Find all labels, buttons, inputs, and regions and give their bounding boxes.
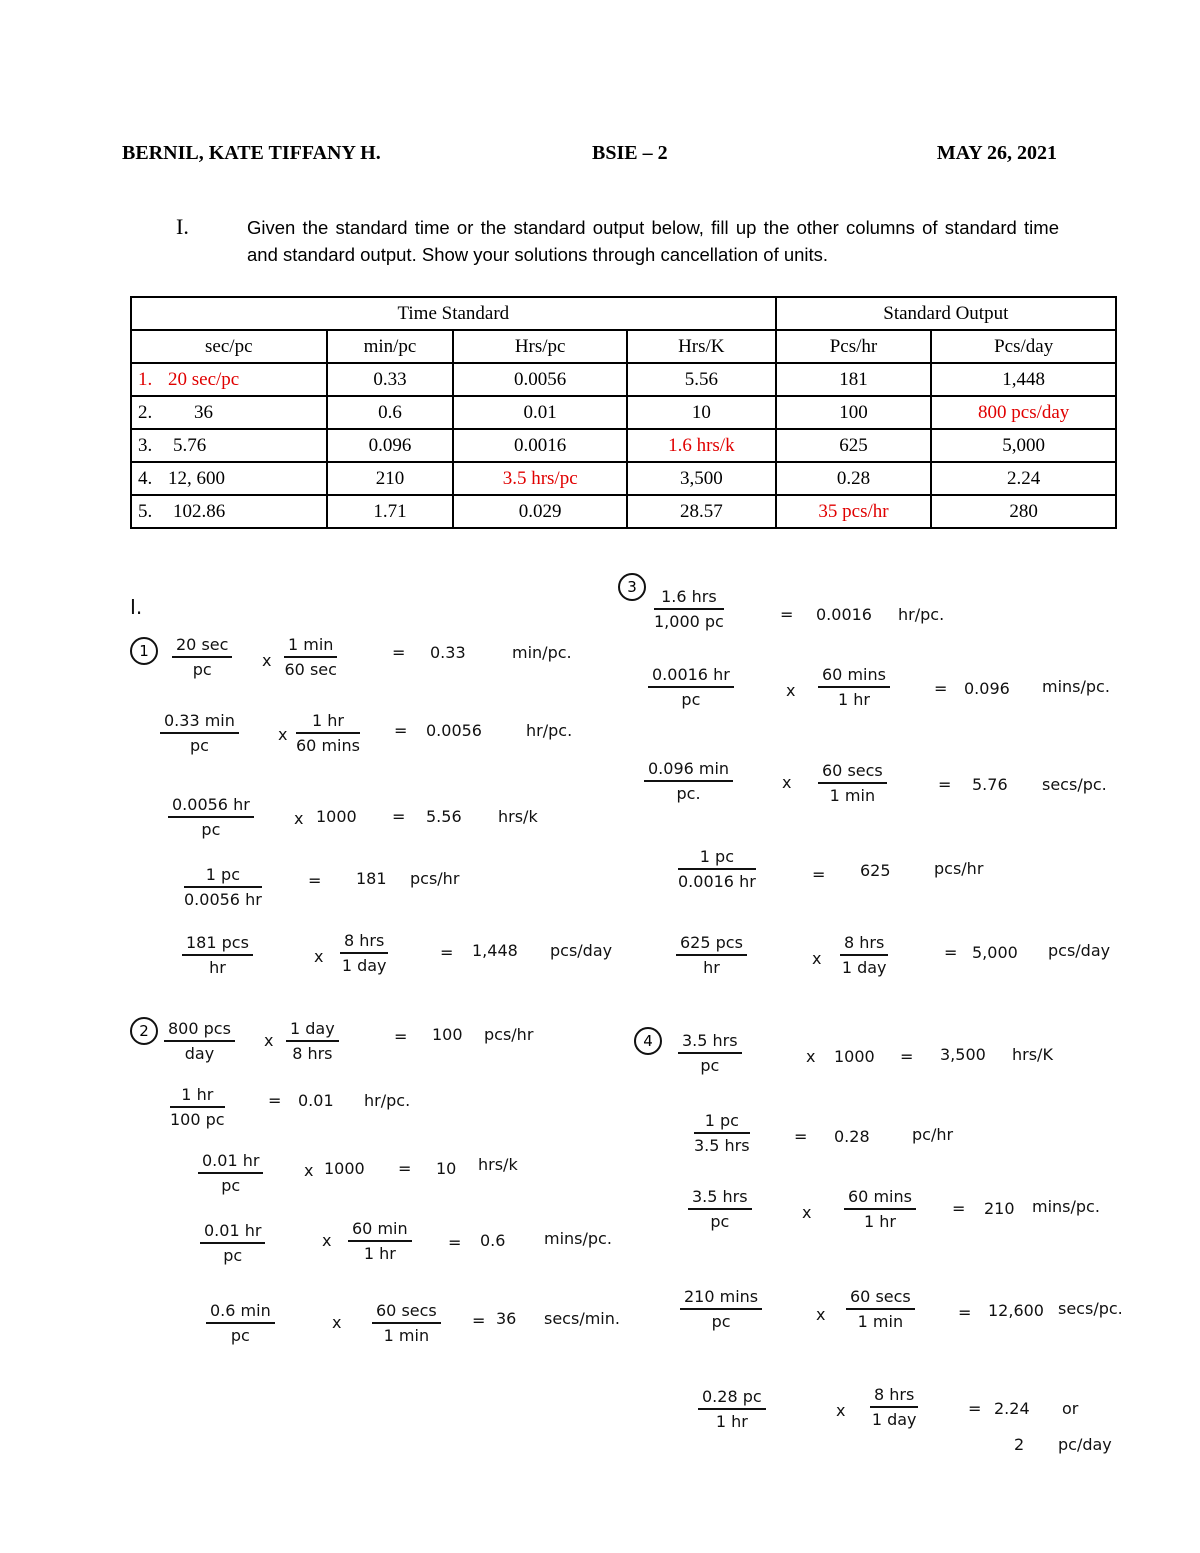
multiply-sign: x: [782, 773, 792, 792]
equals-sign: =: [958, 1303, 972, 1322]
numerator: 0.096 min: [644, 759, 733, 782]
table-cell: 0.01: [453, 396, 627, 429]
numerator: 1 min: [284, 635, 337, 658]
table-cell: 100: [776, 396, 932, 429]
numerator: 181 pcs: [182, 933, 253, 956]
column-header: Hrs/K: [627, 330, 776, 363]
table-cell: 1.71: [327, 495, 454, 528]
cell-value: 102.86: [173, 500, 226, 522]
multiply-sign: x: [314, 947, 324, 966]
result-value: 0.096: [964, 679, 1010, 698]
denominator: 1 hr: [363, 1244, 396, 1263]
result-unit: pcs/day: [1048, 941, 1111, 960]
result-unit: pcs/day: [550, 941, 613, 960]
cell-value: 20 sec/pc: [168, 368, 240, 390]
result-value: 0.0056: [426, 721, 482, 740]
multiply-sign: x: [278, 725, 288, 744]
numerator: 1 pc: [184, 865, 262, 888]
fraction: [182, 933, 253, 977]
factor-value: 1000: [316, 807, 357, 826]
result-unit: hrs/k: [498, 807, 538, 826]
multiply-sign: x: [802, 1203, 812, 1222]
numerator: 60 mins: [818, 665, 890, 688]
fraction: [678, 1031, 742, 1075]
denominator: 1 hr: [837, 690, 870, 709]
column-header: sec/pc: [131, 330, 327, 363]
numerator: 0.0016 hr: [648, 665, 734, 688]
equals-sign: =: [812, 865, 826, 884]
numerator: 60 mins: [844, 1187, 916, 1210]
result-value: 0.33: [430, 643, 466, 662]
equals-sign: =: [398, 1159, 412, 1178]
result-value: 1,448: [472, 941, 518, 960]
equals-sign: =: [392, 807, 406, 826]
section-number: I.: [176, 214, 189, 239]
table-cell: 181: [776, 363, 932, 396]
fraction: [844, 1187, 916, 1231]
result-value: 2.24: [994, 1399, 1030, 1418]
table-column-header-row: [131, 330, 1116, 363]
equals-sign: =: [308, 871, 322, 890]
numerator: 0.6 min: [206, 1301, 275, 1324]
fraction: [340, 931, 388, 975]
result-value: 5,000: [972, 943, 1018, 962]
cell-value: 36: [194, 401, 213, 423]
multiply-sign: x: [816, 1305, 826, 1324]
row-number: 1.: [138, 368, 153, 390]
fraction: [206, 1301, 275, 1345]
fraction: [170, 1085, 225, 1129]
student-name: BERNIL, KATE TIFFANY H.: [122, 142, 381, 164]
multiply-sign: x: [264, 1031, 274, 1050]
table-cell: 2.24: [931, 462, 1116, 495]
equals-sign: =: [394, 1027, 408, 1046]
result-unit: pc/day: [1058, 1435, 1112, 1454]
numerator: 1 day: [286, 1019, 339, 1042]
multiply-sign: x: [294, 809, 304, 828]
equals-sign: =: [448, 1233, 462, 1252]
course-label: BSIE – 2: [592, 142, 668, 164]
result-unit: mins/pc.: [1032, 1197, 1100, 1216]
handwritten-solutions: [118, 565, 1138, 1525]
problem-number-badge: 2: [130, 1017, 158, 1045]
numerator: 3.5 hrs: [688, 1187, 752, 1210]
numerator: 1 hr: [170, 1085, 225, 1108]
table-cell: [131, 396, 327, 429]
table-cell: 1,448: [931, 363, 1116, 396]
table-cell: 0.0056: [453, 363, 627, 396]
denominator: pc: [189, 736, 209, 755]
denominator: 60 sec: [284, 660, 337, 679]
fraction: [818, 761, 887, 805]
table-row: [131, 363, 1116, 396]
denominator: 1 day: [341, 956, 387, 975]
table-cell: [131, 429, 327, 462]
result-unit: hr/pc.: [526, 721, 573, 740]
result-unit: hr/pc.: [364, 1091, 411, 1110]
result-value: 0.0016: [816, 605, 872, 624]
result-value: 10: [436, 1159, 457, 1178]
numerator: 0.33 min: [160, 711, 239, 734]
problem-number-badge: 1: [130, 637, 158, 665]
equals-sign: =: [268, 1091, 282, 1110]
document-header: [122, 142, 1057, 172]
table-cell: 28.57: [627, 495, 776, 528]
table-cell: 0.096: [327, 429, 454, 462]
denominator: pc: [681, 690, 701, 709]
denominator: 3.5 hrs: [694, 1136, 750, 1155]
numerator: 3.5 hrs: [678, 1031, 742, 1054]
result-unit: min/pc.: [512, 643, 572, 662]
multiply-sign: x: [262, 651, 272, 670]
factor-value: 1000: [834, 1047, 875, 1066]
table-group-header-row: [131, 297, 1116, 330]
denominator: pc: [221, 1176, 241, 1195]
fraction: [676, 933, 747, 977]
numerator: 0.01 hr: [198, 1151, 263, 1174]
row-number: 2.: [138, 401, 153, 423]
denominator: 8 hrs: [292, 1044, 333, 1063]
denominator: 1 min: [829, 786, 876, 805]
result-value: 5.76: [972, 775, 1008, 794]
result-value: 0.28: [834, 1127, 870, 1146]
table-row: [131, 429, 1116, 462]
result-unit: mins/pc.: [1042, 677, 1110, 696]
fraction: [172, 635, 232, 679]
table-cell: 0.6: [327, 396, 454, 429]
fraction: [348, 1219, 412, 1263]
denominator: pc: [223, 1246, 243, 1265]
denominator: hr: [209, 958, 226, 977]
denominator: pc.: [676, 784, 701, 803]
fraction: [644, 759, 733, 803]
denominator: pc: [711, 1312, 731, 1331]
numerator: 0.0056 hr: [168, 795, 254, 818]
result-unit: pcs/hr: [934, 859, 984, 878]
result-value-alt: 2: [1014, 1435, 1025, 1454]
table-cell: 3,500: [627, 462, 776, 495]
multiply-sign: x: [786, 681, 796, 700]
denominator: 1,000 pc: [654, 612, 724, 631]
numerator: 8 hrs: [870, 1385, 918, 1408]
solutions-title: I.: [130, 595, 143, 619]
instructions-text: Given the standard time or the standard output below, fill up the other columns of standard time and standard output. Show your solutions through cancellation of units.: [247, 217, 1059, 265]
table-cell: 3.5 hrs/pc: [453, 462, 627, 495]
table-cell: 5,000: [931, 429, 1116, 462]
denominator: 1 min: [857, 1312, 904, 1331]
fraction: [678, 847, 756, 891]
numerator: 60 secs: [818, 761, 887, 784]
denominator: pc: [700, 1056, 720, 1075]
multiply-sign: x: [322, 1231, 332, 1250]
fraction: [654, 587, 724, 631]
column-header: Pcs/hr: [776, 330, 932, 363]
result-value: 181: [356, 869, 387, 888]
fraction: [168, 795, 254, 839]
denominator: hr: [703, 958, 720, 977]
fraction: [648, 665, 734, 709]
numerator: 0.01 hr: [200, 1221, 265, 1244]
equals-sign: =: [934, 679, 948, 698]
equals-sign: =: [794, 1127, 808, 1146]
table-row: [131, 495, 1116, 528]
table-cell: [131, 495, 327, 528]
multiply-sign: x: [806, 1047, 816, 1066]
numerator: 60 secs: [372, 1301, 441, 1324]
numerator: 60 secs: [846, 1287, 915, 1310]
fraction: [694, 1111, 750, 1155]
denominator: day: [184, 1044, 215, 1063]
equals-sign: =: [394, 721, 408, 740]
group-header-standard-output: Standard Output: [776, 297, 1116, 330]
fraction: [372, 1301, 441, 1345]
fraction: [284, 635, 337, 679]
factor-value: 1000: [324, 1159, 365, 1178]
equals-sign: =: [968, 1399, 982, 1418]
numerator: 8 hrs: [840, 933, 888, 956]
table-cell: 0.029: [453, 495, 627, 528]
result-value: 210: [984, 1199, 1015, 1218]
numerator: 20 sec: [172, 635, 232, 658]
numerator: 1 pc: [694, 1111, 750, 1134]
denominator: 1 hr: [715, 1412, 748, 1431]
result-unit: hrs/K: [1012, 1045, 1053, 1064]
result-unit: pc/hr: [912, 1125, 954, 1144]
result-unit: pcs/hr: [484, 1025, 534, 1044]
denominator: 1 min: [383, 1326, 430, 1345]
denominator: pc: [710, 1212, 730, 1231]
fraction: [164, 1019, 235, 1063]
row-number: 4.: [138, 467, 153, 489]
multiply-sign: x: [836, 1401, 846, 1420]
cell-value: 5.76: [173, 434, 207, 456]
table-row: [131, 462, 1116, 495]
numerator: 60 min: [348, 1219, 412, 1242]
multiply-sign: x: [304, 1161, 314, 1180]
result-value: 100: [432, 1025, 463, 1044]
result-unit: secs/min.: [544, 1309, 620, 1328]
table-cell: [131, 462, 327, 495]
numerator: 800 pcs: [164, 1019, 235, 1042]
multiply-sign: x: [332, 1313, 342, 1332]
equals-sign: =: [900, 1047, 914, 1066]
fraction: [286, 1019, 339, 1063]
result-unit: hrs/k: [478, 1155, 518, 1174]
result-value: 0.6: [480, 1231, 506, 1250]
equals-sign: =: [472, 1311, 486, 1330]
table-cell: 625: [776, 429, 932, 462]
fraction: [680, 1287, 762, 1331]
fraction: [198, 1151, 263, 1195]
group-header-time-standard: Time Standard: [131, 297, 776, 330]
column-header: min/pc: [327, 330, 454, 363]
table-cell: 280: [931, 495, 1116, 528]
numerator: 1.6 hrs: [654, 587, 724, 610]
fraction: [296, 711, 360, 755]
standards-table: [130, 296, 1117, 529]
numerator: 1 hr: [296, 711, 360, 734]
equals-sign: =: [938, 775, 952, 794]
denominator: 1 hr: [863, 1212, 896, 1231]
fraction: [698, 1387, 766, 1431]
result-value: 12,600: [988, 1301, 1044, 1320]
denominator: pc: [230, 1326, 250, 1345]
column-header: Hrs/pc: [453, 330, 627, 363]
equals-sign: =: [392, 643, 406, 662]
result-unit: secs/pc.: [1058, 1299, 1123, 1318]
problem-number-badge: 4: [634, 1027, 662, 1055]
result-value: 0.01: [298, 1091, 334, 1110]
result-unit: secs/pc.: [1042, 775, 1107, 794]
denominator: 0.0016 hr: [678, 872, 756, 891]
table-cell: 210: [327, 462, 454, 495]
table-cell: 0.28: [776, 462, 932, 495]
or-label: or: [1062, 1399, 1079, 1418]
denominator: 0.0056 hr: [184, 890, 262, 909]
table-row: [131, 396, 1116, 429]
date-label: MAY 26, 2021: [936, 142, 1057, 164]
result-value: 625: [860, 861, 891, 880]
multiply-sign: x: [812, 949, 822, 968]
table-cell: 35 pcs/hr: [776, 495, 932, 528]
table-cell: 0.33: [327, 363, 454, 396]
result-value: 3,500: [940, 1045, 986, 1064]
denominator: 100 pc: [170, 1110, 225, 1129]
table-cell: 1.6 hrs/k: [627, 429, 776, 462]
numerator: 210 mins: [680, 1287, 762, 1310]
equals-sign: =: [944, 943, 958, 962]
row-number: 5.: [138, 500, 153, 522]
result-value: 36: [496, 1309, 517, 1328]
denominator: pc: [192, 660, 212, 679]
table-cell: 800 pcs/day: [931, 396, 1116, 429]
row-number: 3.: [138, 434, 153, 456]
result-unit: hr/pc.: [898, 605, 945, 624]
cell-value: 12, 600: [168, 467, 225, 489]
equals-sign: =: [952, 1199, 966, 1218]
numerator: 625 pcs: [676, 933, 747, 956]
denominator: 1 day: [871, 1410, 917, 1429]
table-cell: 0.0016: [453, 429, 627, 462]
table-cell: 10: [627, 396, 776, 429]
fraction: [846, 1287, 915, 1331]
denominator: pc: [201, 820, 221, 839]
result-unit: mins/pc.: [544, 1229, 612, 1248]
fraction: [870, 1385, 918, 1429]
table-cell: [131, 363, 327, 396]
fraction: [688, 1187, 752, 1231]
fraction: [160, 711, 239, 755]
numerator: 1 pc: [678, 847, 756, 870]
result-value: 5.56: [426, 807, 462, 826]
fraction: [184, 865, 262, 909]
numerator: 8 hrs: [340, 931, 388, 954]
fraction: [818, 665, 890, 709]
table-cell: 5.56: [627, 363, 776, 396]
denominator: 1 day: [841, 958, 887, 977]
equals-sign: =: [440, 943, 454, 962]
numerator: 0.28 pc: [698, 1387, 766, 1410]
problem-number-badge: 3: [618, 573, 646, 601]
equals-sign: =: [780, 605, 794, 624]
column-header: Pcs/day: [931, 330, 1116, 363]
fraction: [840, 933, 888, 977]
result-unit: pcs/hr: [410, 869, 460, 888]
denominator: 60 mins: [296, 736, 360, 755]
fraction: [200, 1221, 265, 1265]
